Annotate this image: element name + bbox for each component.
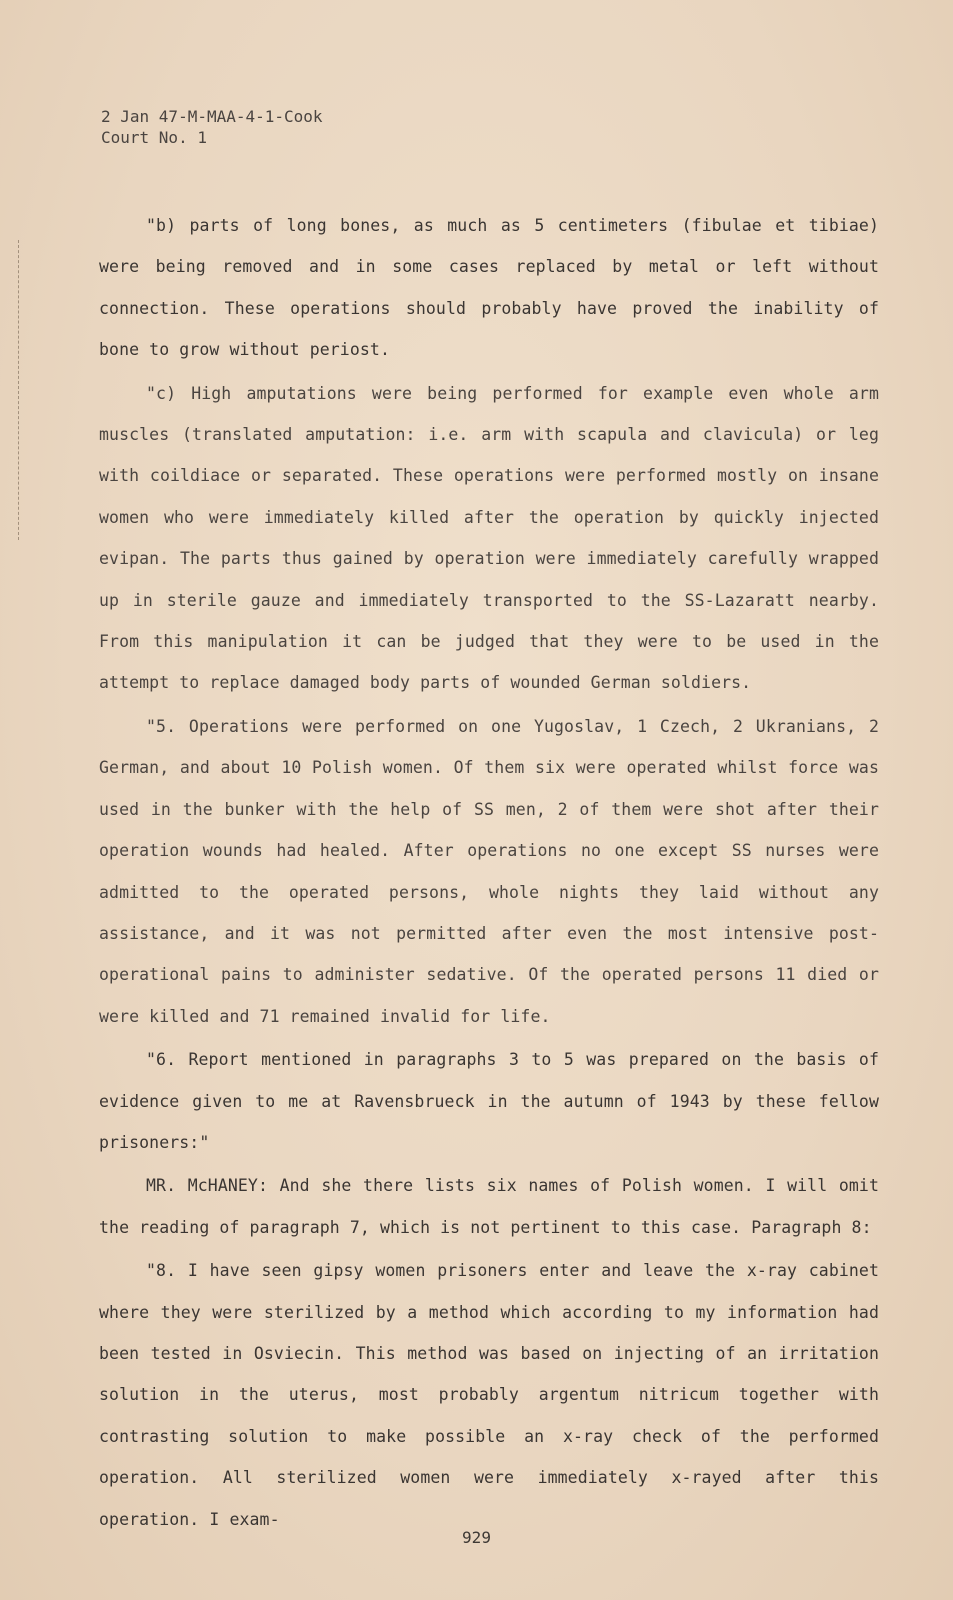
- paragraph-6: "6. Report mentioned in paragraphs 3 to 5 was prepared on the basis of evidence given to me at Ravensbrueck in the autumn of 1943 by these fellow prisoners:": [99, 1050, 879, 1152]
- paragraph-b: "b) parts of long bones, as much as 5 centimeters (fibulae et tibiae) were being removed and in some cases replaced by metal or left without connection. These operations should probably have proved the inability of bone to grow without periost.: [99, 216, 879, 360]
- document-body: [99, 205, 879, 1542]
- paragraph-5: "5. Operations were performed on one Yugoslav, 1 Czech, 2 Ukranians, 2 German, and about 10 Polish women. Of them six were operated whilst force was used in the bunker with the help of SS men, 2 of them were shot after their operation wounds had healed. After operations no one except SS nurses were admitted to the operated persons, whole nights they laid without any assistance, and it was not permitted after even the most intensive post-operational pains to administer sedative. Of the operated persons 11 died or were killed and 71 remained invalid for life.: [99, 716, 879, 1026]
- paragraph-mchaney: MR. McHANEY: And she there lists six names of Polish women. I will omit the reading of paragraph 7, which is not pertinent to this case. Paragraph 8:: [99, 1176, 879, 1237]
- page-number: 929: [462, 1528, 491, 1547]
- paragraph-c: "c) High amputations were being performed for example even whole arm muscles (translated amputation: i.e. arm with scapula and clavicula) or leg with coildiace or separated. These operations were performed mostly on insane women who were immediately killed after the operation by quickly injected evipan. The parts thus gained by operation were immediately carefully wrapped up in sterile gauze and immediately transported to the SS-Lazaratt nearby. From this manipulation it can be judged that they were to be used in the attempt to replace damaged body parts of wounded German soldiers.: [99, 383, 879, 693]
- torn-left-edge: [0, 240, 19, 540]
- header-court: Court No. 1: [101, 128, 207, 147]
- paragraph-8: "8. I have seen gipsy women prisoners enter and leave the x-ray cabinet where they were sterilized by a method which according to my information had been tested in Osviecin. This method was based on injecting of an irritation solution in the uterus, most probably argentum nitricum together with contrasting solution to make possible an x-ray check of the performed operation. All sterilized women were immediately x-rayed after this operation. I exam-: [99, 1261, 879, 1529]
- document-header: [101, 106, 323, 148]
- header-reference: 2 Jan 47-M-MAA-4-1-Cook: [101, 107, 323, 126]
